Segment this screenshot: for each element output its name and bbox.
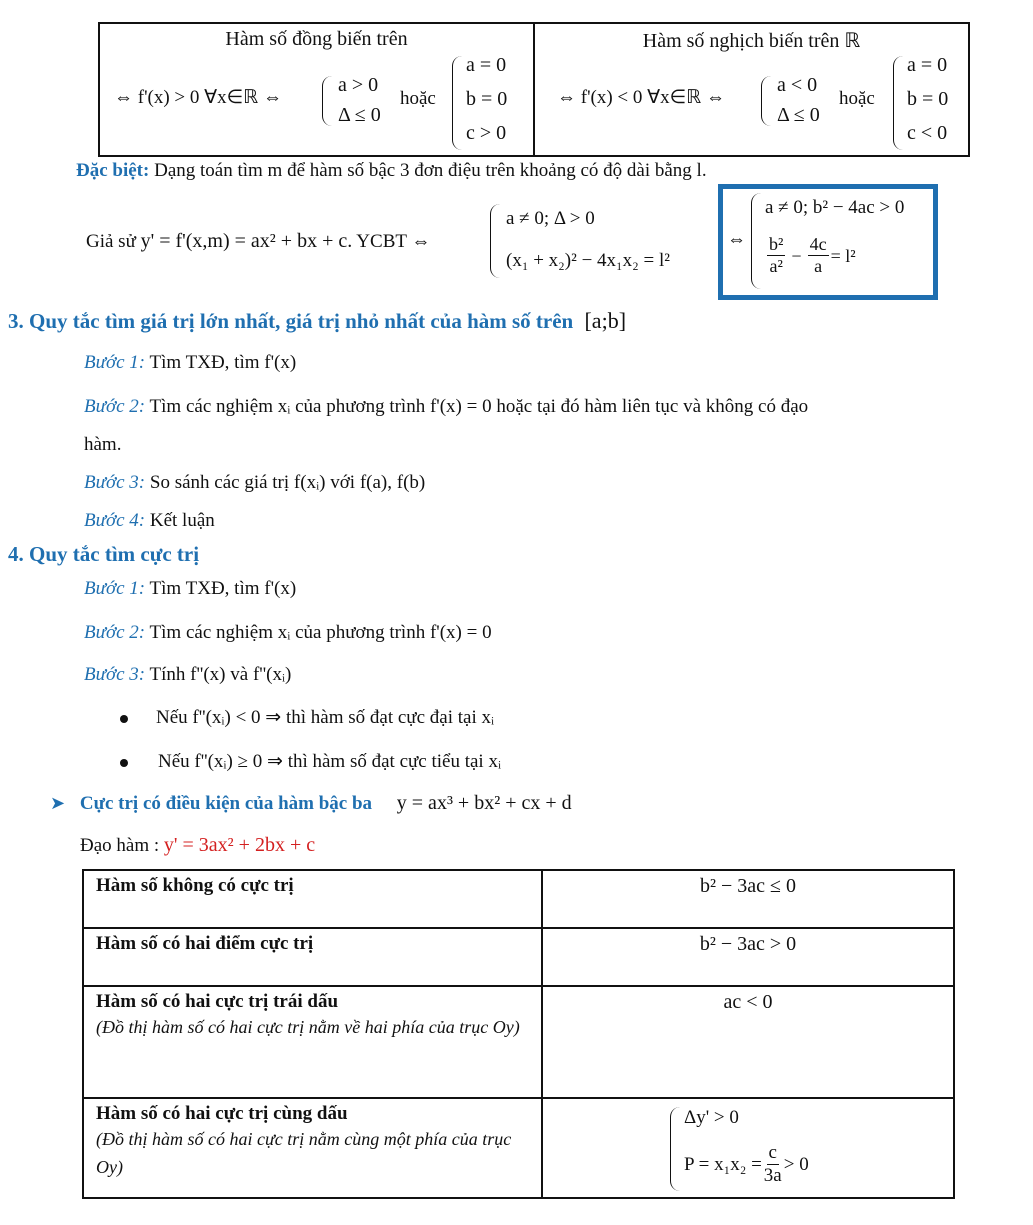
- row-note: (Đồ thị hàm số có hai cực trị nằm cùng một phía của trục Oy): [96, 1129, 512, 1177]
- brace-icon: [751, 193, 764, 289]
- bullet-icon: [120, 715, 128, 723]
- condition: Δ ≤ 0: [777, 104, 820, 126]
- condition: [684, 1143, 809, 1188]
- extrema-condition-table: [82, 869, 955, 1199]
- decreasing-cell: [534, 23, 969, 156]
- derivative-formula: y' = 3ax² + 2bx + c: [163, 834, 316, 856]
- row-condition-cell: [542, 928, 954, 986]
- section-3-interval: [a;b]: [584, 308, 627, 333]
- s3-step-1: [84, 352, 296, 374]
- row-title: Hàm số không có cực trị: [96, 875, 294, 896]
- step-label: Bước 4:: [84, 510, 146, 531]
- decreasing-formula: ⇔ f'(x) < 0 ∀x∈ℝ ⇔: [557, 87, 725, 108]
- special-text: Dạng toán tìm m để hàm số bậc 3 đơn điệu trên khoảng có độ dài bằng l.: [154, 160, 707, 181]
- step-label: Bước 1:: [84, 352, 146, 373]
- increasing-header: Hàm số đồng biến trên: [225, 28, 408, 50]
- bullet-icon: [120, 759, 128, 767]
- brace-icon: [670, 1107, 683, 1191]
- brace-icon: [452, 56, 465, 150]
- brace-icon: [761, 76, 774, 126]
- row-title-cell: [83, 928, 542, 986]
- row-note: (Đồ thị hàm số có hai cực trị nằm về hai phía của trục Oy): [96, 1017, 520, 1037]
- s4-step-1: [84, 578, 296, 600]
- section-3-heading: [8, 308, 626, 334]
- step-label: Bước 1:: [84, 578, 146, 599]
- step-text: So sánh các giá trị f(xᵢ) với f(a), f(b): [149, 472, 426, 493]
- assume-line: [86, 230, 430, 253]
- assume-formula: y' = f'(x,m) = ax² + bx + c.: [140, 230, 353, 252]
- increasing-system-2: [452, 54, 508, 154]
- cubic-title: Cực trị có điều kiện của hàm bậc ba: [79, 793, 373, 814]
- table-row: [83, 986, 954, 1098]
- ycbt-label: YCBT ⇔: [356, 231, 431, 252]
- assume-label: Giả sử: [86, 231, 136, 252]
- row-title-cell: [83, 1098, 542, 1198]
- equals-l2: = l²: [830, 245, 856, 266]
- special-label: Đặc biệt:: [76, 160, 150, 181]
- decreasing-system-2: [893, 54, 949, 154]
- or-label: hoặc: [839, 88, 875, 109]
- table-row: [83, 928, 954, 986]
- table-row: [83, 1098, 954, 1198]
- step-text: Tìm các nghiệm xᵢ của phương trình f'(x) = 0 hoặc tại đó hàm liên tục và không có đạo: [149, 396, 809, 417]
- ycbt-system: [490, 202, 670, 282]
- row-title: Hàm số có hai điểm cực trị: [96, 933, 314, 954]
- step-label: Bước 2:: [84, 622, 146, 643]
- cubic-heading: [50, 792, 572, 815]
- row-title: Hàm số có hai cực trị trái dấu: [96, 991, 339, 1012]
- step-text: Tìm các nghiệm xᵢ của phương trình f'(x) = 0: [149, 622, 492, 643]
- cubic-formula: y = ax³ + bx² + cx + d: [396, 792, 572, 814]
- step-text: Tìm TXĐ, tìm f'(x): [149, 352, 297, 373]
- condition: c < 0: [907, 122, 948, 144]
- condition: Δy' > 0: [684, 1107, 739, 1128]
- increasing-formula: ⇔ f'(x) > 0 ∀x∈ℝ ⇔: [114, 87, 282, 108]
- step-text: hàm.: [84, 434, 122, 455]
- arrow-bullet-icon: ➤: [50, 793, 66, 813]
- s4-step-2: [84, 622, 492, 644]
- fraction-denominator: a²: [769, 255, 783, 276]
- condition: Δ ≤ 0: [338, 104, 381, 126]
- condition: a = 0: [466, 54, 507, 76]
- row-condition-cell: [542, 870, 954, 928]
- bullet-item: [120, 750, 501, 773]
- boxed-row-1: a ≠ 0; b² − 4ac > 0: [765, 197, 905, 218]
- brace-icon: [893, 56, 906, 150]
- fraction-denominator: 3a: [763, 1164, 782, 1186]
- condition: b = 0: [466, 88, 508, 110]
- fraction-denominator: a: [814, 255, 823, 276]
- bullet-text: Nếu f''(xᵢ) < 0 ⇒ thì hàm số đạt cực đại tại xᵢ: [156, 707, 495, 728]
- condition: b = 0: [907, 88, 949, 110]
- s3-step-4: [84, 510, 215, 532]
- s4-step-3: [84, 664, 291, 686]
- decreasing-system-1: [761, 74, 820, 130]
- row-condition: b² − 3ac ≤ 0: [699, 875, 796, 897]
- greater-than-zero: > 0: [783, 1154, 809, 1176]
- row-condition: b² − 3ac > 0: [699, 933, 797, 955]
- step-text: Tính f''(x) và f''(xᵢ): [149, 664, 292, 685]
- row-title-cell: [83, 870, 542, 928]
- condition: a = 0: [907, 54, 948, 76]
- row-condition-cell: [542, 986, 954, 1098]
- s3-step-2: [84, 396, 808, 418]
- row-title: Hàm số có hai cực trị cùng dấu: [96, 1103, 348, 1124]
- brace-icon: [490, 204, 503, 278]
- condition: c > 0: [466, 122, 507, 144]
- minus-sign: −: [791, 245, 802, 266]
- step-label: Bước 2:: [84, 396, 146, 417]
- section-3-title: 3. Quy tắc tìm giá trị lớn nhất, giá trị nhỏ nhất của hàm số trên: [8, 309, 574, 333]
- bullet-text: Nếu f''(xᵢ) ≥ 0 ⇒ thì hàm số đạt cực tiểu tại xᵢ: [158, 751, 502, 772]
- step-label: Bước 3:: [84, 664, 146, 685]
- special-note: [76, 160, 707, 182]
- condition: (x₁ + x₂)² − 4x₁x₂ = l²: [506, 250, 670, 271]
- row-condition: ac < 0: [723, 991, 773, 1013]
- fraction-numerator: b²: [769, 234, 784, 254]
- condition: a < 0: [777, 74, 818, 96]
- fraction-numerator: 4c: [809, 234, 827, 254]
- increasing-cell: [99, 23, 534, 156]
- row-title-cell: [83, 986, 542, 1098]
- or-label: hoặc: [400, 88, 436, 109]
- section-4-heading: 4. Quy tắc tìm cực trị: [8, 542, 200, 566]
- derivative-line: [80, 834, 315, 857]
- monotonic-table: [98, 22, 970, 157]
- s3-step-2-cont: [84, 434, 121, 456]
- fraction-numerator: c: [768, 1142, 777, 1163]
- decreasing-header: Hàm số nghịch biến trên ℝ: [642, 30, 861, 52]
- table-row: [83, 870, 954, 928]
- product-label: P = x₁x₂ =: [684, 1154, 762, 1176]
- step-text: Tìm TXĐ, tìm f'(x): [149, 578, 297, 599]
- condition: a ≠ 0; Δ > 0: [506, 208, 595, 229]
- increasing-system-1: [322, 74, 381, 130]
- bullet-item: [120, 706, 494, 729]
- brace-icon: [322, 76, 335, 126]
- s3-step-3: [84, 472, 425, 494]
- boxed-result: [718, 184, 938, 300]
- step-text: Kết luận: [149, 510, 215, 531]
- row-condition-cell: [542, 1098, 954, 1198]
- boxed-arrow: ⇔: [727, 229, 746, 250]
- boxed-row-2: [765, 235, 856, 277]
- condition: a > 0: [338, 74, 379, 96]
- derivative-label: Đạo hàm :: [80, 835, 160, 856]
- step-label: Bước 3:: [84, 472, 146, 493]
